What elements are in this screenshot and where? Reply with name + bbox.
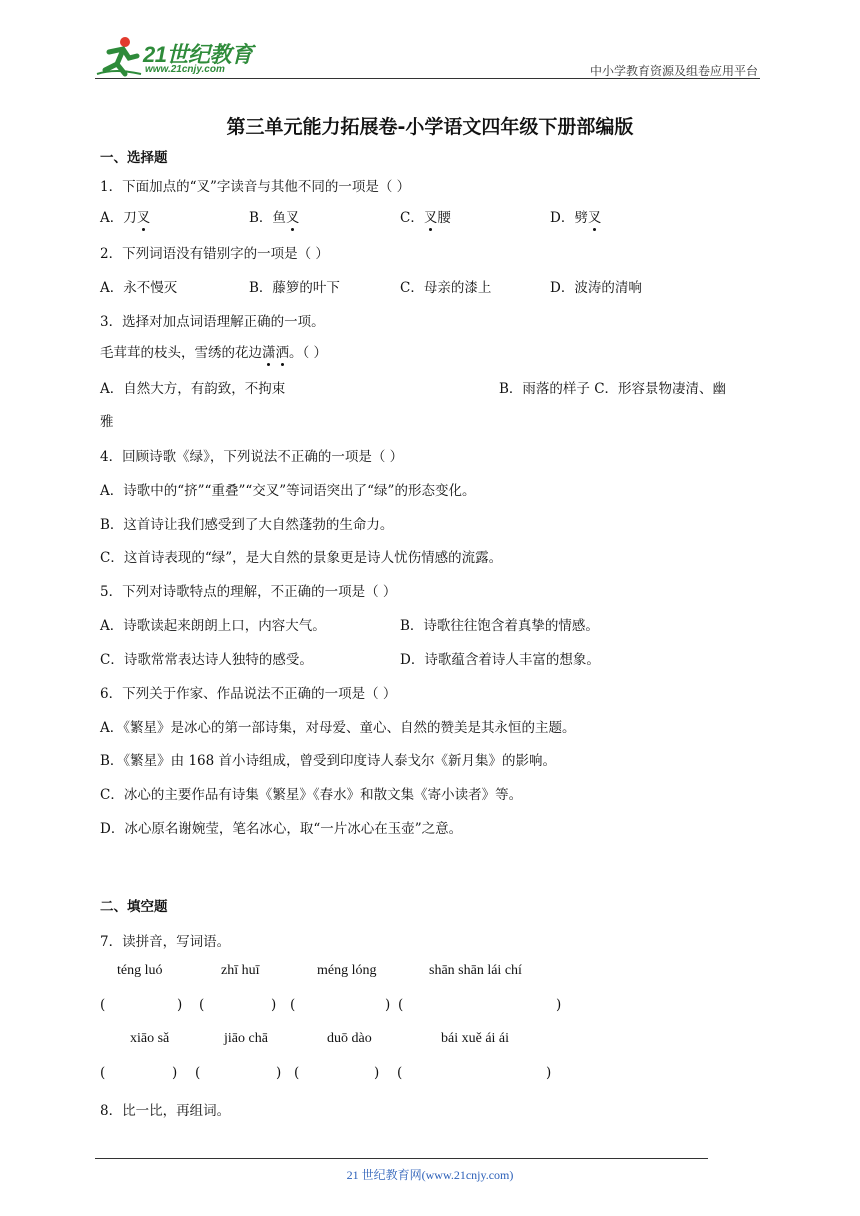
- question-1-stem: 1．下面加点的“叉”字读音与其他不同的一项是（ ）: [100, 179, 411, 195]
- answer-blank-close: ): [271, 997, 277, 1013]
- q6-option-c: C．冰心的主要作品有诗集《繁星》《春水》和散文集《寄小读者》等。: [100, 787, 523, 803]
- answer-blank-close: ): [374, 1065, 380, 1081]
- q2-option-d: D．波涛的清响: [550, 280, 642, 296]
- logo-text: 21世纪教育: [143, 42, 253, 67]
- question-5-stem: 5．下列对诗歌特点的理解，不正确的一项是（ ）: [100, 584, 397, 600]
- q1-option-a: A．刀叉: [100, 206, 150, 226]
- answer-blank-open: (: [195, 1065, 201, 1081]
- q2-option-a: A．永不慢灭: [100, 280, 178, 296]
- pinyin: zhī huī: [221, 963, 260, 978]
- question-6-stem: 6．下列关于作家、作品说法不正确的一项是（ ）: [100, 686, 397, 702]
- q5-option-b: B．诗歌往往饱含着真挚的情感。: [400, 618, 599, 634]
- dotted-char: 叉: [137, 206, 151, 226]
- footer-divider: [95, 1158, 708, 1159]
- answer-blank-open: (: [100, 1065, 106, 1081]
- q6-option-b: B．《繁星》由 168 首小诗组成，曾受到印度诗人泰戈尔《新月集》的影响。: [100, 753, 557, 769]
- pinyin: xiāo sǎ: [130, 1031, 170, 1046]
- answer-blank-close: ): [172, 1065, 178, 1081]
- q1-option-d: D．劈叉: [550, 206, 601, 226]
- pinyin: shān shān lái chí: [429, 963, 522, 978]
- answer-blank-open: (: [294, 1065, 300, 1081]
- question-4-stem: 4．回顾诗歌《绿》，下列说法不正确的一项是（ ）: [100, 449, 404, 465]
- question-2-stem: 2．下列词语没有错别字的一项是（ ）: [100, 246, 329, 262]
- q3-option-bc: B．雨落的样子 C．形容景物凄清、幽: [499, 381, 727, 397]
- answer-blank-open: (: [397, 1065, 403, 1081]
- q3-option-wrap: 雅: [100, 414, 114, 430]
- q6-option-a: A．《繁星》是冰心的第一部诗集，对母爱、童心、自然的赞美是其永恒的主题。: [100, 720, 576, 736]
- answer-blank-open: (: [100, 997, 106, 1013]
- pinyin: bái xuě ái ái: [441, 1031, 510, 1046]
- q5-option-c: C．诗歌常常表达诗人独特的感受。: [100, 652, 313, 668]
- answer-blank-close: ): [556, 997, 562, 1013]
- q4-option-a: A．诗歌中的“挤”“重叠”“交叉”等词语突出了“绿”的形态变化。: [100, 483, 476, 499]
- q2-option-b: B．藤箩的叶下: [249, 280, 340, 296]
- answer-blank-close: ): [276, 1065, 282, 1081]
- question-3-stem: 3．选择对加点词语理解正确的一项。: [100, 314, 325, 330]
- section-heading-choice: 一、选择题: [100, 150, 168, 166]
- q6-option-d: D．冰心原名谢婉莹，笔名冰心，取“一片冰心在玉壶”之意。: [100, 821, 463, 837]
- q2-option-c: C．母亲的漆上: [400, 280, 492, 296]
- section-heading-fill: 二、填空题: [100, 899, 168, 915]
- page-title: 第三单元能力拓展卷-小学语文四年级下册部编版: [226, 116, 634, 138]
- answer-blank-close: ): [177, 997, 183, 1013]
- dotted-char: 叉: [424, 206, 438, 226]
- q5-option-d: D．诗歌蕴含着诗人丰富的想象。: [400, 652, 600, 668]
- answer-blank-close: ): [546, 1065, 552, 1081]
- pinyin: téng luó: [117, 963, 163, 978]
- answer-blank-open: (: [290, 997, 296, 1013]
- dotted-char: 洒: [276, 341, 290, 361]
- pinyin: duō dào: [327, 1031, 372, 1046]
- logo-url: www.21cnjy.com: [145, 64, 225, 75]
- dotted-char: 潇: [262, 341, 276, 361]
- pinyin: jiāo chā: [224, 1031, 268, 1046]
- answer-blank-close: ): [385, 997, 391, 1013]
- answer-blank-open: (: [199, 997, 205, 1013]
- question-7-stem: 7．读拼音，写词语。: [100, 934, 231, 950]
- header-divider: [95, 78, 760, 79]
- footer-link[interactable]: 21 世纪教育网(www.21cnjy.com): [346, 1168, 514, 1182]
- platform-name: 中小学教育资源及组卷应用平台: [589, 64, 758, 78]
- pinyin: méng lóng: [317, 963, 377, 978]
- q4-option-c: C．这首诗表现的“绿”，是大自然的景象更是诗人忧伤情感的流露。: [100, 550, 503, 566]
- q1-option-c: C．叉腰: [400, 206, 451, 226]
- q4-option-b: B．这首诗让我们感受到了大自然蓬勃的生命力。: [100, 517, 394, 533]
- dotted-char: 叉: [286, 206, 300, 226]
- runner-icon: [95, 34, 143, 78]
- q3-option-a: A．自然大方，有韵致，不拘束: [100, 381, 286, 397]
- q5-option-a: A．诗歌读起来朗朗上口，内容大气。: [100, 618, 326, 634]
- q3-sentence: 毛茸茸的枝头，雪绣的花边潇洒。（ ）: [100, 341, 327, 361]
- dotted-char: 叉: [588, 206, 602, 226]
- question-8-stem: 8．比一比，再组词。: [100, 1103, 231, 1119]
- q1-option-b: B．鱼叉: [249, 206, 299, 226]
- answer-blank-open: (: [398, 997, 404, 1013]
- site-logo: [95, 34, 265, 80]
